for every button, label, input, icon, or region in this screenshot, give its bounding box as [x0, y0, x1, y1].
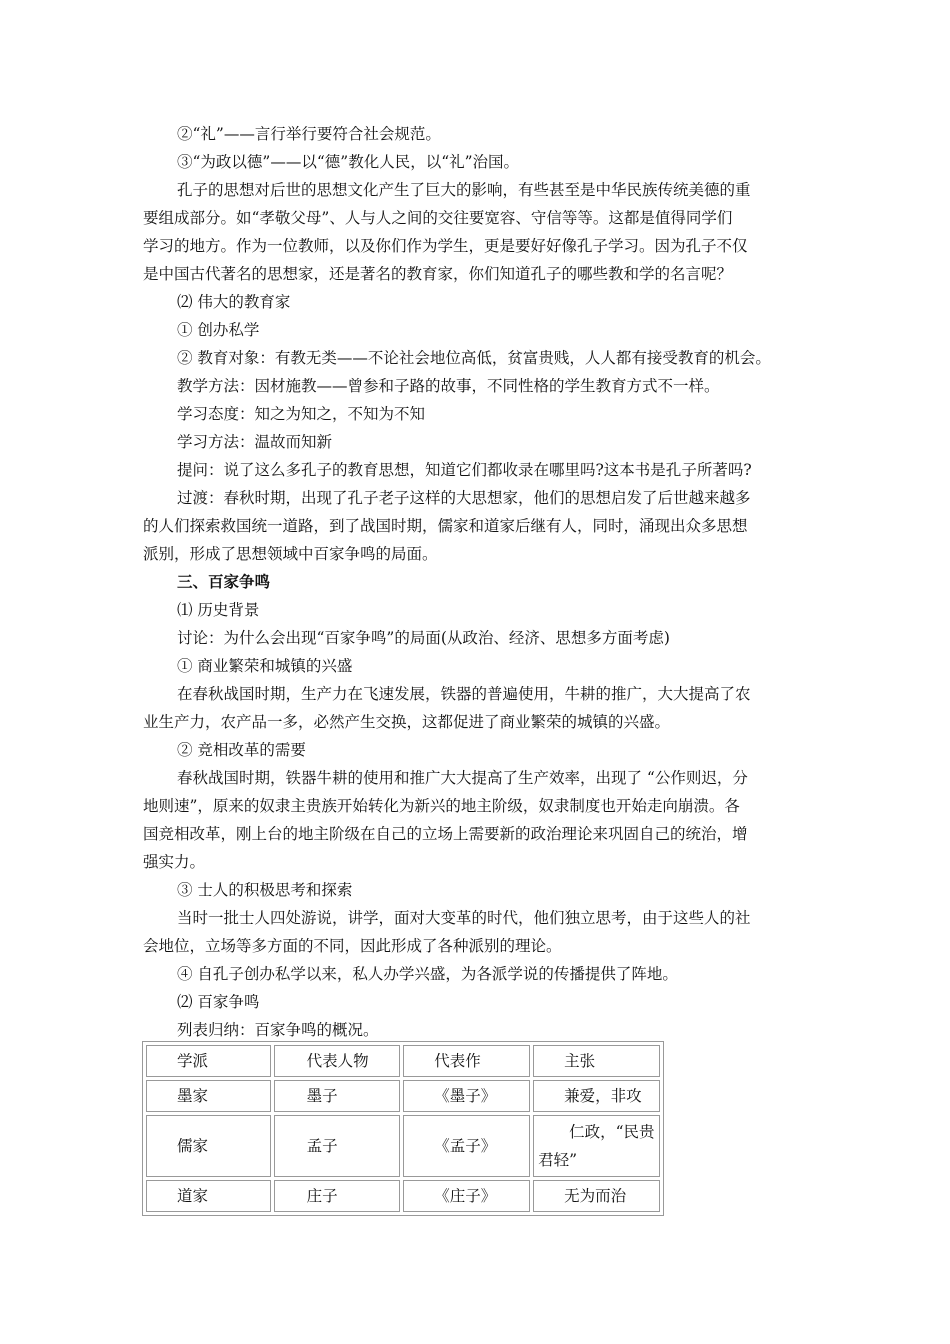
table-cell: 墨家	[146, 1080, 271, 1112]
text-line: 学习的地方。作为一位教师，以及你们作为学生，更是要好好像孔子学习。因为孔子不仅	[143, 237, 748, 255]
text-line: ⑵ 百家争鸣	[177, 993, 260, 1011]
text-line: ① 创办私学	[177, 321, 260, 339]
text-line: ④ 自孔子创办私学以来，私人办学兴盛，为各派学说的传播提供了阵地。	[177, 965, 678, 983]
table-header-cell: 代表人物	[274, 1045, 401, 1077]
table-header-cell: 代表作	[403, 1045, 530, 1077]
text-line: ③ 士人的积极思考和探索	[177, 881, 353, 899]
text-line: 过渡：春秋时期，出现了孔子老子这样的大思想家，他们的思想启发了后世越来越多	[177, 489, 751, 507]
text-line: ① 商业繁荣和城镇的兴盛	[177, 657, 353, 675]
text-line: 派别，形成了思想领域中百家争鸣的局面。	[143, 545, 438, 563]
text-line: 强实力。	[143, 853, 206, 871]
table-cell: 孟子	[274, 1115, 401, 1177]
table-row	[146, 1080, 660, 1112]
text-line: 的人们探索救国统一道路，到了战国时期，儒家和道家后继有人，同时，涌现出众多思想	[143, 517, 748, 535]
text-line: ② 教育对象：有教无类——不论社会地位高低，贫富贵贱，人人都有接受教育的机会。	[177, 349, 771, 367]
table-cell: 儒家	[146, 1115, 271, 1177]
text-line: 当时一批士人四处游说，讲学，面对大变革的时代，他们独立思考，由于这些人的社	[177, 909, 751, 927]
text-line: 在春秋战国时期，生产力在飞速发展，铁器的普遍使用，牛耕的推广，大大提高了农	[177, 685, 751, 703]
schools-overview-table	[142, 1041, 664, 1216]
text-line: 提问：说了这么多孔子的教育思想，知道它们都收录在哪里吗?这本书是孔子所著吗?	[177, 461, 752, 479]
text-line: 业生产力，农产品一多，必然产生交换，这都促进了商业繁荣的城镇的兴盛。	[143, 713, 671, 731]
table-cell: 《孟子》	[403, 1115, 530, 1177]
text-line: ②“礼”——言行举行要符合社会规范。	[177, 125, 441, 143]
text-line: 是中国古代著名的思想家，还是著名的教育家，你们知道孔子的哪些教和学的名言呢？	[143, 265, 733, 283]
table-row	[146, 1115, 660, 1177]
table-row	[146, 1180, 660, 1212]
text-line: 学习方法：温故而知新	[177, 433, 333, 451]
text-line: 地则速”，原来的奴隶主贵族开始转化为新兴的地主阶级，奴隶制度也开始走向崩溃。各	[143, 797, 740, 815]
text-line: ② 竞相改革的需要	[177, 741, 306, 759]
table-cell: 道家	[146, 1180, 271, 1212]
table-header-cell: 学派	[146, 1045, 271, 1077]
text-line: 会地位，立场等多方面的不同，因此形成了各种派别的理论。	[143, 937, 562, 955]
text-line: 孔子的思想对后世的思想文化产生了巨大的影响，有些甚至是中华民族传统美德的重	[177, 181, 751, 199]
table-cell: 仁政，“民贵君轻”	[533, 1115, 660, 1177]
table-cell: 兼爱，非攻	[533, 1080, 660, 1112]
text-line: 春秋战国时期，铁器牛耕的使用和推广大大提高了生产效率，出现了 “公作则迟，分	[177, 769, 748, 787]
table-cell: 无为而治	[533, 1180, 660, 1212]
table-header-cell: 主张	[533, 1045, 660, 1077]
table-cell: 墨子	[274, 1080, 401, 1112]
table-header-row	[146, 1045, 660, 1077]
text-line: ⑴ 历史背景	[177, 601, 260, 619]
text-line: 讨论：为什么会出现“百家争鸣”的局面(从政治、经济、思想多方面考虑)	[177, 629, 670, 647]
text-line: ⑵ 伟大的教育家	[177, 293, 291, 311]
table-cell: 《墨子》	[403, 1080, 530, 1112]
text-line: 要组成部分。如“孝敬父母”、人与人之间的交往要宽容、守信等等。这都是值得同学们	[143, 209, 733, 227]
text-line: 教学方法：因材施教——曾参和子路的故事，不同性格的学生教育方式不一样。	[177, 377, 720, 395]
text-line: ③“为政以德”——以“德”教化人民，以“礼”治国。	[177, 153, 520, 171]
table-cell: 庄子	[274, 1180, 401, 1212]
table-cell: 《庄子》	[403, 1180, 530, 1212]
section-heading: 三、百家争鸣	[177, 572, 271, 591]
text-line: 学习态度：知之为知之，不知为不知	[177, 405, 426, 423]
text-line: 国竞相改革，刚上台的地主阶级在自己的立场上需要新的政治理论来巩固自己的统治，增	[143, 825, 748, 843]
text-line: 列表归纳：百家争鸣的概况。	[177, 1021, 379, 1039]
